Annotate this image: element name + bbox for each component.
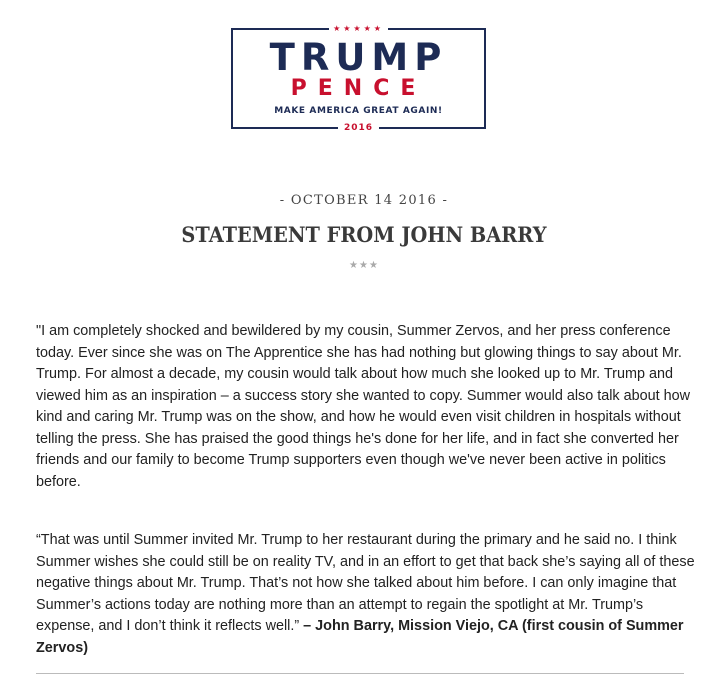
logo-year: 2016 — [233, 122, 484, 134]
bottom-divider — [36, 673, 684, 674]
statement-date: - OCTOBER 14 2016 - — [279, 193, 449, 208]
logo-stars: ★★★★★ — [233, 30, 484, 38]
campaign-logo — [231, 24, 486, 133]
statement-paragraph-1: "I am completely shocked and bewildered by my cousin, Summer Zervos, and her press conference today. Ever since she was on The Apprentice she has had nothing but glowing things to say about Mr. Trump. For almost a decade, my cousin would talk about how much she looked up to Mr. Trump and viewed him as an inspiration – a success story she wanted to copy. Summer would also talk about how kind and caring Mr. Trump was on the show, and how he would even visit children in hospitals without telling the press. She has praised the good things he's done for her life, and in fact she converted her friends and our family to become Trump supporters even though we've never been active in politics before. — [36, 323, 691, 490]
logo-slogan: MAKE AMERICA GREAT AGAIN! — [274, 106, 443, 116]
logo-pence: PENCE — [290, 76, 427, 101]
logo-trump: TRUMP — [269, 36, 448, 79]
divider-stars: ★★★ — [349, 260, 379, 271]
page-title: STATEMENT FROM JOHN BARRY — [181, 222, 547, 247]
attribution: – John Barry, Mission Viejo, CA (first cousin of Summer Zervos) — [36, 618, 684, 656]
statement-paragraph-2 — [36, 530, 696, 659]
paragraph-2-text: “That was until Summer invited Mr. Trump to her restaurant during the primary and he said no. I think Summer wishes she could still be on reality TV, and in an effort to get that back she’s saying all of these negative things about Mr. Trump. That’s not how she talked about him before. I can only imagine that Summer’s actions today are nothing more than an attempt to regain the spotlight at Mr. Trump’s expense, and I don’t think it reflects well.” — [36, 532, 695, 634]
